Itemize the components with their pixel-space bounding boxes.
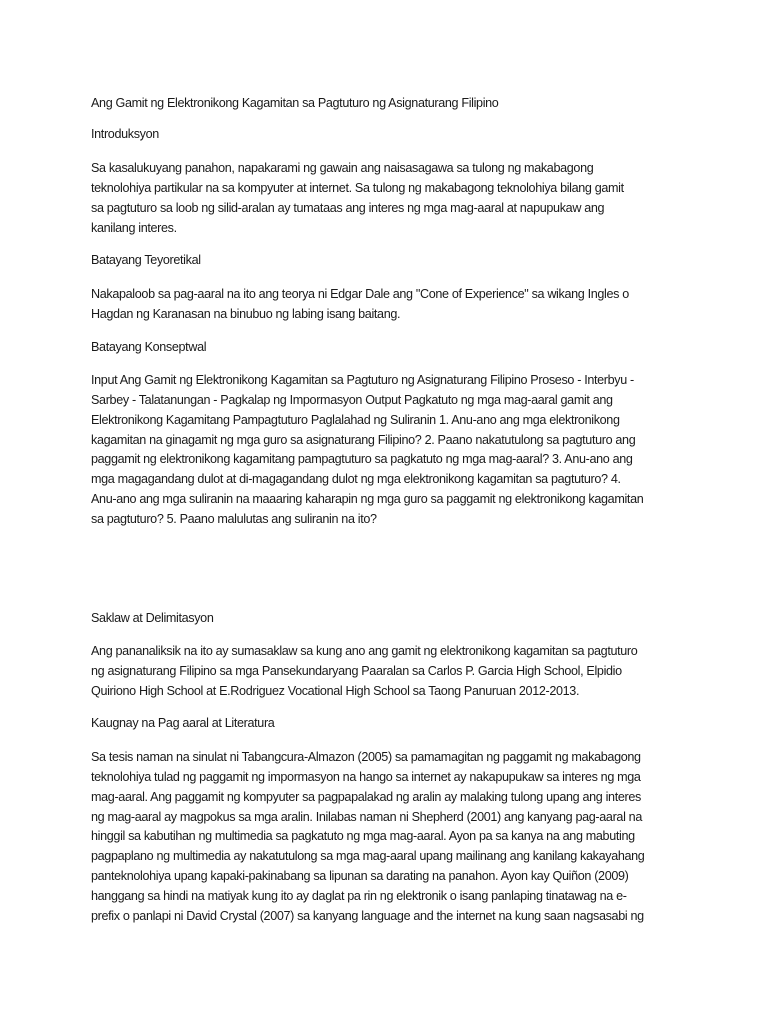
- paragraph-line: pagpaplano ng multimedia ay nakatutulong sa mga mag-aaral upang mailinang ang kanilang kakayahang: [91, 849, 645, 863]
- paragraph-line: teknolohiya partikular na sa kompyuter at internet. Sa tulong ng makabagong teknolohiya bilang gamit: [91, 181, 624, 195]
- heading-saklaw-at-delimitasyon: Saklaw at Delimitasyon: [91, 611, 214, 625]
- paragraph-line: Anu-ano ang mga suliranin na maaaring kaharapin ng mga guro sa paggamit ng elektronikong kagamitan: [91, 492, 644, 506]
- document-title: Ang Gamit ng Elektronikong Kagamitan sa Pagtuturo ng Asignaturang Filipino: [91, 96, 499, 110]
- paragraph-line: hinggil sa kabutihan ng multimedia sa pagkatuto ng mga mag-aaral. Ayon pa sa kanya na ang mabuting: [91, 829, 635, 843]
- paragraph-line: paggamit ng elektronikong kagamitang pampagtuturo sa pagkatuto ng mga mag-aaral? 3. Anu-ano ang: [91, 452, 633, 466]
- paragraph-line: mag-aaral. Ang paggamit ng kompyuter sa pagpapalakad ng aralin ay malaking tulong upang ang interes: [91, 790, 641, 804]
- paragraph-line: prefix o panlapi ni David Crystal (2007) sa kanyang language and the internet na kung saan nagsasabi ng: [91, 909, 644, 923]
- paragraph-line: kanilang interes.: [91, 221, 177, 235]
- paragraph-line: sa pagtuturo sa loob ng silid-aralan ay tumataas ang interes ng mga mag-aaral at napupukaw ang: [91, 201, 605, 215]
- paragraph-line: Input Ang Gamit ng Elektronikong Kagamitan sa Pagtuturo ng Asignaturang Filipino Proseso - Interbyu -: [91, 373, 634, 387]
- paragraph-line: ng mag-aaral ay magpokus sa mga aralin. Inilabas naman ni Shepherd (2001) ang kanyang pag-aaral na: [91, 810, 642, 824]
- paragraph-line: Ang pananaliksik na ito ay sumasaklaw sa kung ano ang gamit ng elektronikong kagamitan sa pagtuturo: [91, 644, 638, 658]
- paragraph-line: sa pagtuturo? 5. Paano malulutas ang suliranin na ito?: [91, 512, 377, 526]
- paragraph-line: ng asignaturang Filipino sa mga Pansekundaryang Paaralan sa Carlos P. Garcia High School, Elpidio: [91, 664, 622, 678]
- heading-batayang-teyoretikal: Batayang Teyoretikal: [91, 253, 201, 267]
- paragraph-line: Hagdan ng Karanasan na binubuo ng labing isang baitang.: [91, 307, 401, 321]
- paragraph-line: Nakapaloob sa pag-aaral na ito ang teorya ni Edgar Dale ang "Cone of Experience" sa wikang Ingles o: [91, 287, 629, 301]
- heading-kaugnay-na-pag-aaral: Kaugnay na Pag aaral at Literatura: [91, 716, 275, 730]
- paragraph-line: Quiriono High School at E.Rodriguez Vocational High School sa Taong Panuruan 2012-2013.: [91, 684, 580, 698]
- paragraph-line: panteknolohiya upang kapaki-pakinabang sa lipunan sa darating na panahon. Ayon kay Quiñon (2009): [91, 869, 629, 883]
- heading-introduksyon: Introduksyon: [91, 127, 159, 141]
- paragraph-line: Elektronikong Kagamitang Pampagtuturo Paglalahad ng Suliranin 1. Anu-ano ang mga elektronikong: [91, 413, 620, 427]
- paragraph-line: kagamitan na ginagamit ng mga guro sa asignaturang Filipino? 2. Paano nakatutulong sa pagtuturo ang: [91, 433, 636, 447]
- paragraph-line: mga magagandang dulot at di-magagandang dulot ng mga elektronikong kagamitan sa pagtuturo? 4.: [91, 472, 621, 486]
- paragraph-line: teknolohiya tulad ng paggamit ng impormasyon na hango sa internet ay nakapupukaw sa interes ng mga: [91, 770, 641, 784]
- paragraph-line: Sa kasalukuyang panahon, napakarami ng gawain ang naisasagawa sa tulong ng makabagong: [91, 161, 594, 175]
- paragraph-line: Sa tesis naman na sinulat ni Tabangcura-Almazon (2005) sa pamamagitan ng paggamit ng makabagong: [91, 750, 641, 764]
- heading-batayang-konseptwal: Batayang Konseptwal: [91, 340, 207, 354]
- paragraph-line: hanggang sa hindi na matiyak kung ito ay daglat pa rin ng elektronik o isang panlaping tinatawag na e-: [91, 889, 627, 903]
- paragraph-line: Sarbey - Talatanungan - Pagkalap ng Impormasyon Output Pagkatuto ng mga mag-aaral gamit ang: [91, 393, 613, 407]
